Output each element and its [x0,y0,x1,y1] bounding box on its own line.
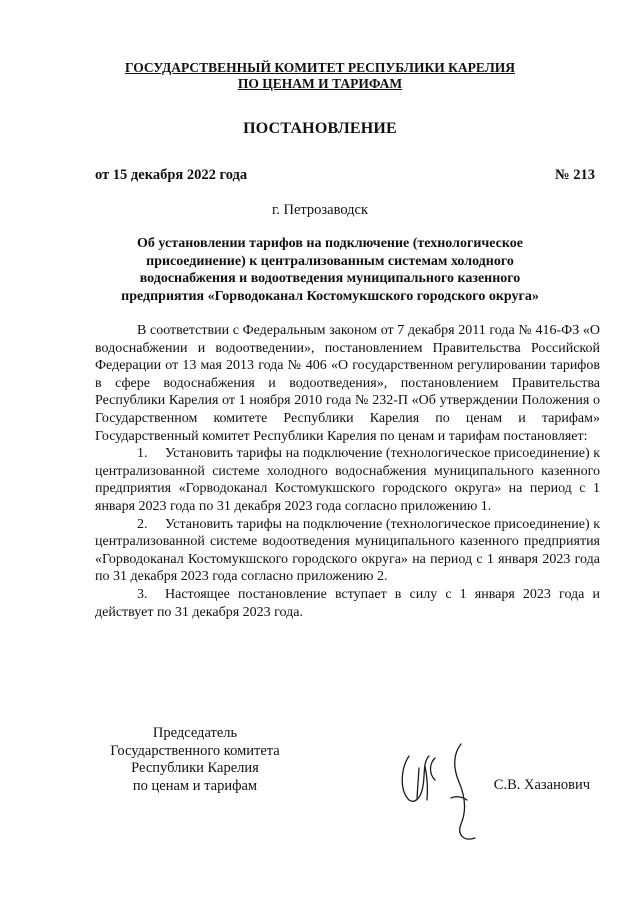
document-date: от 15 декабря 2022 года [95,167,248,183]
document-type-title: ПОСТАНОВЛЕНИЕ [243,120,397,137]
organization-header [0,60,640,92]
document-subject: Об установлении тарифов на подключение (технологическое присоединение) к централизованным системам холодного водоснабжения и водоотведения муниципального казенного предприятия «Горводоканал Костомукшского городского округа» [121,236,539,304]
signer-title-line-4: по ценам и тарифам [132,777,258,794]
signer-title [100,725,290,795]
body-intro-paragraph: В соответствии с Федеральным законом от 7 декабря 2011 года № 416-ФЗ «О водоснабжении и водоотведении», постановлением Правительства Российской Федерации от 13 мая 2013 года № 406 «О государственном регулировании тарифов в сфере водоснабжения и водоотведения», постановлением Правительства Республики Карелия от 1 ноября 2010 года № 232-П «Об утверждении Положения о Государственном комитете Республики Карелия по ценам и тарифам» Государственный комитет Республики Карелия по ценам и тарифам постановляет: [95,323,600,444]
document-city: г. Петрозаводск [271,202,369,218]
body-item-3-text: Настоящее постановление вступает в силу с 1 января 2023 года и действует по 31 декабря 2023 года. [95,586,600,620]
document-body [95,322,600,621]
organization-line-2: ПО ЦЕНАМ И ТАРИФАМ [237,76,403,91]
body-item-2-number: 2. [137,516,148,532]
organization-line-1: ГОСУДАРСТВЕННЫЙ КОМИТЕТ РЕСПУБЛИКИ КАРЕЛИЯ [124,60,516,75]
body-item-3 [95,586,600,621]
document-number: № 213 [555,167,595,183]
signer-name: С.В. Хазанович [493,777,590,793]
body-item-2 [95,516,600,586]
body-item-1-number: 1. [137,446,148,462]
signer-title-line-2: Государственного комитета [110,742,280,759]
body-item-1 [95,445,600,515]
signer-title-line-3: Республики Карелия [131,760,259,776]
body-item-3-number: 3. [137,586,148,602]
handwritten-signature [395,738,480,848]
body-item-2-text: Установить тарифы на подключение (технологическое присоединение) к централизованной системе водоотведения муниципального казенного предприятия «Горводоканал Костомукшского городского округа» на период с 1 января 2023 года по 31 декабря 2023 года согласно приложению 2. [95,516,600,585]
body-item-1-text: Установить тарифы на подключение (технологическое присоединение) к централизованной системе холодного водоснабжения муниципального казенного предприятия «Горводоканал Костомукшского городского округа» на период с 1 января 2023 года по 31 декабря 2023 года согласно приложению 1. [95,446,600,514]
signer-title-line-1: Председатель [152,725,238,741]
